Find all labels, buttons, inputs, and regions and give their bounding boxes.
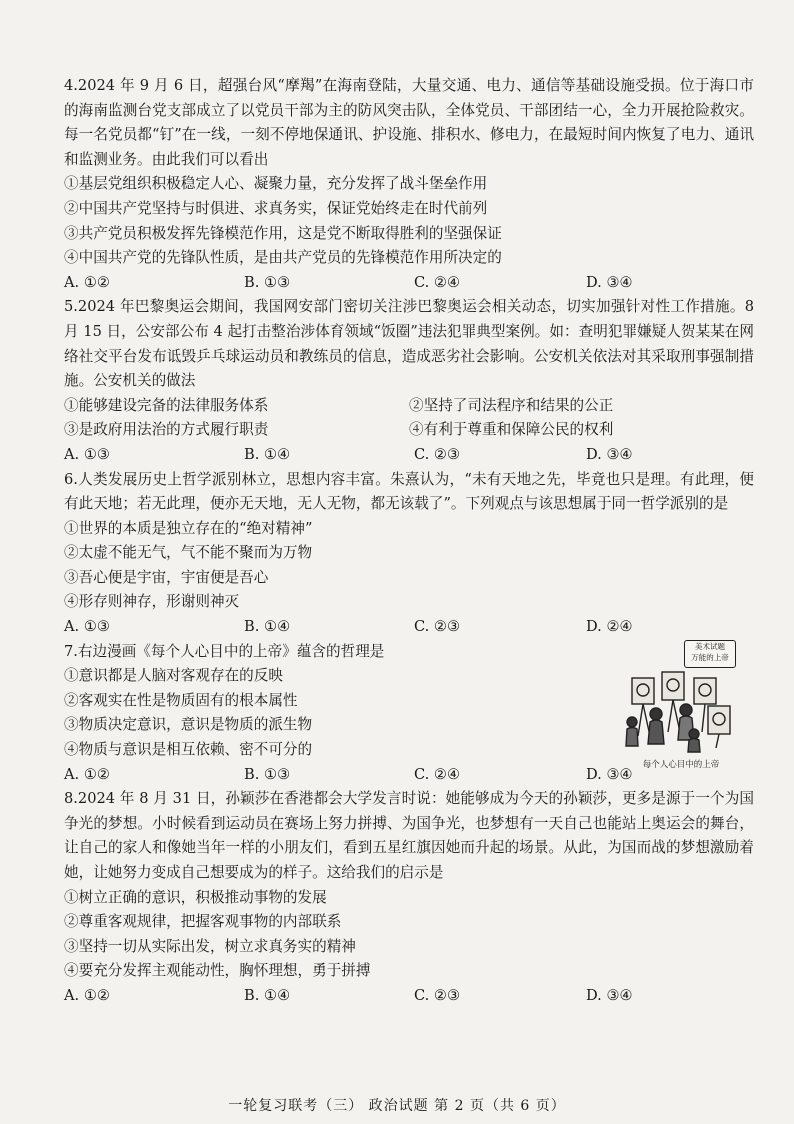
question-5 bbox=[64, 295, 754, 467]
choice-d: D. ③④ bbox=[586, 273, 633, 291]
answer-choices bbox=[64, 615, 754, 640]
option-2: ②中国共产党坚持与时俱进、求真务实，保证党始终走在时代前列 bbox=[64, 199, 488, 217]
choice-d: D. ③④ bbox=[586, 445, 633, 463]
option-3: ③坚持一切从实际出发，树立求真务实的精神 bbox=[64, 937, 356, 955]
question-stem: 7.右边漫画《每个人心目中的上帝》蕴含的哲理是 bbox=[64, 642, 385, 660]
choice-a: A. ①② bbox=[64, 986, 110, 1004]
cartoon-sign-line2: 万能的上帝 bbox=[691, 652, 729, 662]
option-4: ④中国共产党的先锋队性质，是由共产党员的先锋模范作用所决定的 bbox=[64, 249, 502, 267]
option-3: ③物质决定意识，意识是物质的派生物 bbox=[64, 716, 313, 734]
answer-choices bbox=[64, 271, 754, 296]
question-stem: 6.人类发展历史上哲学派别林立，思想内容丰富。朱熹认为，“未有天地之先，毕竟也只是理。有此理，便有此天地；若无此理，便亦无天地，无人无物，都无该载了”。下列观点与该思想属于同一哲学派别的是 bbox=[64, 470, 754, 513]
option-2: ②太虚不能无气，气不能不聚而为万物 bbox=[64, 544, 313, 562]
option-4: ④物质与意识是相互依赖、密不可分的 bbox=[64, 741, 313, 759]
cartoon-sign bbox=[684, 640, 736, 668]
cartoon-illustration bbox=[622, 640, 740, 768]
question-6 bbox=[64, 468, 754, 640]
option-2: ②坚持了司法程序和结果的公正 bbox=[409, 396, 614, 414]
choice-c: C. ②③ bbox=[414, 986, 461, 1004]
question-8 bbox=[64, 787, 754, 1008]
choice-c: C. ②④ bbox=[414, 765, 461, 783]
cartoon-sign-line1: 美术试题 bbox=[695, 641, 725, 651]
option-4: ④有利于尊重和保障公民的权利 bbox=[409, 421, 614, 439]
choice-c: C. ②③ bbox=[414, 445, 461, 463]
option-3: ③是政府用法治的方式履行职责 bbox=[64, 421, 269, 439]
option-2: ②客观实在性是物质固有的根本属性 bbox=[64, 691, 298, 709]
option-4: ④形存则神存，形谢则神灭 bbox=[64, 593, 240, 611]
choice-b: B. ①④ bbox=[244, 986, 291, 1004]
option-1: ①树立正确的意识，积极推动事物的发展 bbox=[64, 888, 327, 906]
choice-a: A. ①③ bbox=[64, 618, 110, 636]
choice-d: D. ②④ bbox=[586, 618, 633, 636]
choice-a: A. ①② bbox=[64, 273, 110, 291]
option-3: ③共产党员积极发挥先锋模范作用，这是党不断取得胜利的坚强保证 bbox=[64, 224, 502, 242]
option-1: ①能够建设完备的法律服务体系 bbox=[64, 396, 269, 414]
question-4 bbox=[64, 74, 754, 295]
option-1: ①意识都是人脑对客观存在的反映 bbox=[64, 667, 283, 685]
choice-c: C. ②④ bbox=[414, 273, 461, 291]
choice-d: D. ③④ bbox=[586, 765, 633, 783]
answer-choices bbox=[64, 443, 754, 468]
choice-b: B. ①④ bbox=[244, 618, 291, 636]
option-1: ①世界的本质是独立存在的“绝对精神” bbox=[64, 519, 313, 537]
choice-b: B. ①④ bbox=[244, 445, 291, 463]
options-grid bbox=[64, 394, 754, 443]
answer-choices bbox=[64, 984, 754, 1009]
question-stem: 8.2024 年 8 月 31 日，孙颖莎在香港都会大学发言时说：她能够成为今天的孙颖莎，更多是源于一个为国争光的梦想。小时候看到运动员在赛场上努力拼搏、为国争光，也梦想有一天自己也能站上奥运会的舞台，让自己的家人和像她当年一样的小朋友们，看到五星红旗因她而升起的场景。从此，为国而战的梦想激励着她，让她努力变成自己想要成为的样子。这给我们的启示是 bbox=[64, 790, 754, 881]
option-4: ④要充分发挥主观能动性，胸怀理想，勇于拼搏 bbox=[64, 962, 371, 980]
choice-b: B. ①③ bbox=[244, 273, 291, 291]
option-1: ①基层党组织积极稳定人心、凝聚力量，充分发挥了战斗堡垒作用 bbox=[64, 175, 488, 193]
cartoon-caption: 每个人心目中的上帝 bbox=[642, 759, 720, 770]
choice-a: A. ①③ bbox=[64, 445, 110, 463]
page-footer: 一轮复习联考（三） 政治试题 第 2 页（共 6 页） bbox=[228, 1098, 566, 1114]
question-stem: 5.2024 年巴黎奥运会期间，我国网安部门密切关注涉巴黎奥运会相关动态，切实加强针对性工作措施。8 月 15 日，公安部公布 4 起打击整治涉体育领域“饭圈”违法犯罪典型案例。如：查明犯罪嫌疑人贺某某在网络社交平台发布诋毁乒乓球运动员和教练员的信息，造成恶劣社会影响。公安机关依法对其采取刑事强制措施。公安机关的做法 bbox=[64, 298, 754, 390]
option-3: ③吾心便是宇宙，宇宙便是吾心 bbox=[64, 568, 269, 586]
choice-d: D. ③④ bbox=[586, 986, 633, 1004]
option-2: ②尊重客观规律，把握客观事物的内部联系 bbox=[64, 913, 342, 931]
question-7 bbox=[64, 640, 754, 788]
question-stem: 4.2024 年 9 月 6 日，超强台风“摩羯”在海南登陆，大量交通、电力、通信等基础设施受损。位于海口市的海南监测台党支部成立了以党员干部为主的防风突击队，全体党员、干部团结一心，全力开展抢险救灾。每一名党员都“钉”在一线，一刻不停地保通讯、护设施、排积水、修电力，在最短时间内恢复了电力、通讯和监测业务。由此我们可以看出 bbox=[64, 77, 754, 168]
choice-c: C. ②③ bbox=[414, 618, 461, 636]
choice-b: B. ①③ bbox=[244, 765, 291, 783]
choice-a: A. ①② bbox=[64, 765, 110, 783]
